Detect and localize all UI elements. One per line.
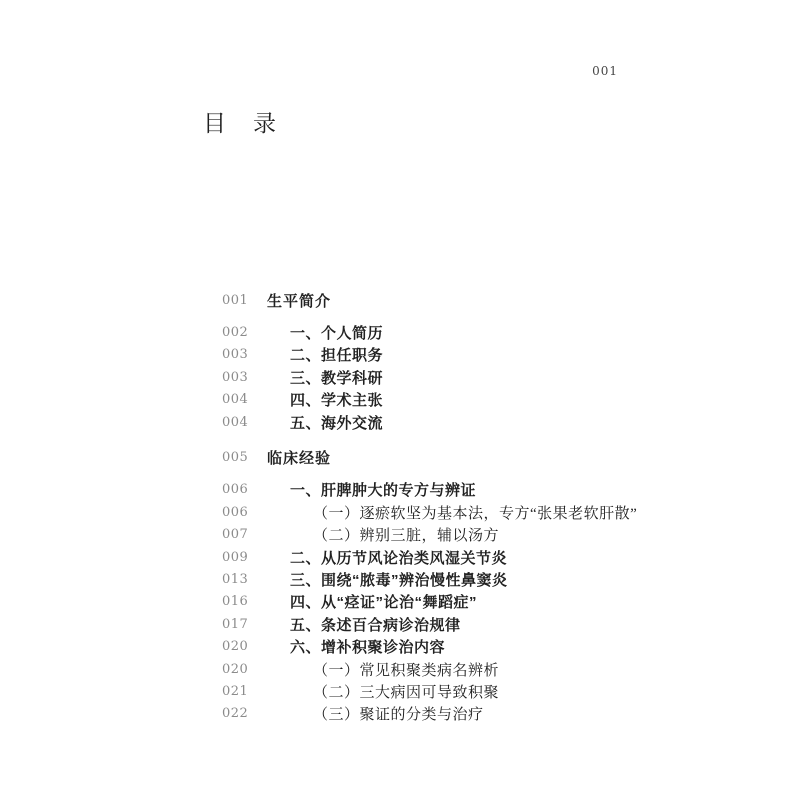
toc-entry-label: （一）常见积聚类病名辨析 xyxy=(313,662,500,679)
toc-entry xyxy=(222,635,622,657)
toc-entry-label: 三、教学科研 xyxy=(290,369,384,387)
toc-entry xyxy=(222,524,622,546)
toc-entry-page-number: 004 xyxy=(222,414,249,430)
toc-entry-page-number: 020 xyxy=(222,661,249,677)
toc-entry xyxy=(222,366,622,388)
toc-entry xyxy=(222,613,622,635)
toc-entry-page-number: 003 xyxy=(222,369,249,385)
toc-entry-page-number: 006 xyxy=(222,504,249,520)
toc-entry-page-number: 007 xyxy=(222,527,249,543)
toc-entry-label: 五、海外交流 xyxy=(290,414,384,432)
toc-entry-page-number: 002 xyxy=(222,325,249,341)
toc-entry-label: 四、学术主张 xyxy=(290,392,384,410)
page-title: 目 录 xyxy=(203,111,278,136)
toc-entry xyxy=(222,389,622,411)
toc-entry xyxy=(222,703,622,725)
toc-entry-page-number: 006 xyxy=(222,482,249,498)
toc-entry-page-number: 005 xyxy=(222,450,249,466)
toc-entry-label: 一、肝脾肿大的专方与辨证 xyxy=(290,482,477,500)
toc-entry-page-number: 016 xyxy=(222,594,249,610)
toc-entry-label: 二、从历节风论治类风湿关节炎 xyxy=(290,549,508,567)
toc-entry-label: （一）逐瘀软坚为基本法，专方“张果老软肝散” xyxy=(313,505,638,522)
toc-entry-page-number: 021 xyxy=(222,683,249,699)
toc-entry-label: 三、围绕“脓毒”辨治慢性鼻窦炎 xyxy=(290,571,508,589)
toc-entry-label: （二）三大病因可导致积聚 xyxy=(313,684,500,701)
running-page-number: 001 xyxy=(592,64,618,78)
toc-entry xyxy=(222,680,622,702)
toc-entry xyxy=(222,289,622,311)
toc-entry xyxy=(222,591,622,613)
toc-entry xyxy=(222,501,638,523)
toc-entry-page-number: 022 xyxy=(222,706,249,722)
toc-entry-label: （三）聚证的分类与治疗 xyxy=(313,707,484,724)
toc-entry xyxy=(222,344,622,366)
toc-entry xyxy=(222,411,622,433)
toc-entry xyxy=(222,658,622,680)
toc-entry-label: 二、担任职务 xyxy=(290,347,384,365)
table-of-contents xyxy=(222,289,638,725)
toc-entry xyxy=(222,479,622,501)
toc-entry-page-number: 003 xyxy=(222,347,249,363)
toc-entry-label: 一、个人简历 xyxy=(290,325,384,343)
toc-entry-label: 生平简介 xyxy=(267,293,332,310)
toc-entry-page-number: 013 xyxy=(222,571,249,587)
toc-entry-label: 四、从“痉证”论治“舞蹈症” xyxy=(290,594,478,612)
toc-entry-page-number: 017 xyxy=(222,616,249,632)
toc-entry-page-number: 009 xyxy=(222,549,249,565)
toc-entry xyxy=(222,321,622,343)
toc-entry-page-number: 004 xyxy=(222,392,249,408)
toc-entry xyxy=(222,446,622,468)
toc-entry xyxy=(222,568,622,590)
toc-entry-label: （二）辨别三脏，辅以汤方 xyxy=(313,528,500,545)
toc-entry-label: 六、增补积聚诊治内容 xyxy=(290,639,446,657)
toc-entry-page-number: 001 xyxy=(222,292,249,308)
toc-entry-page-number: 020 xyxy=(222,639,249,655)
toc-entry-label: 临床经验 xyxy=(267,451,332,468)
toc-entry-label: 五、条述百合病诊治规律 xyxy=(290,616,461,634)
toc-entry xyxy=(222,546,622,568)
